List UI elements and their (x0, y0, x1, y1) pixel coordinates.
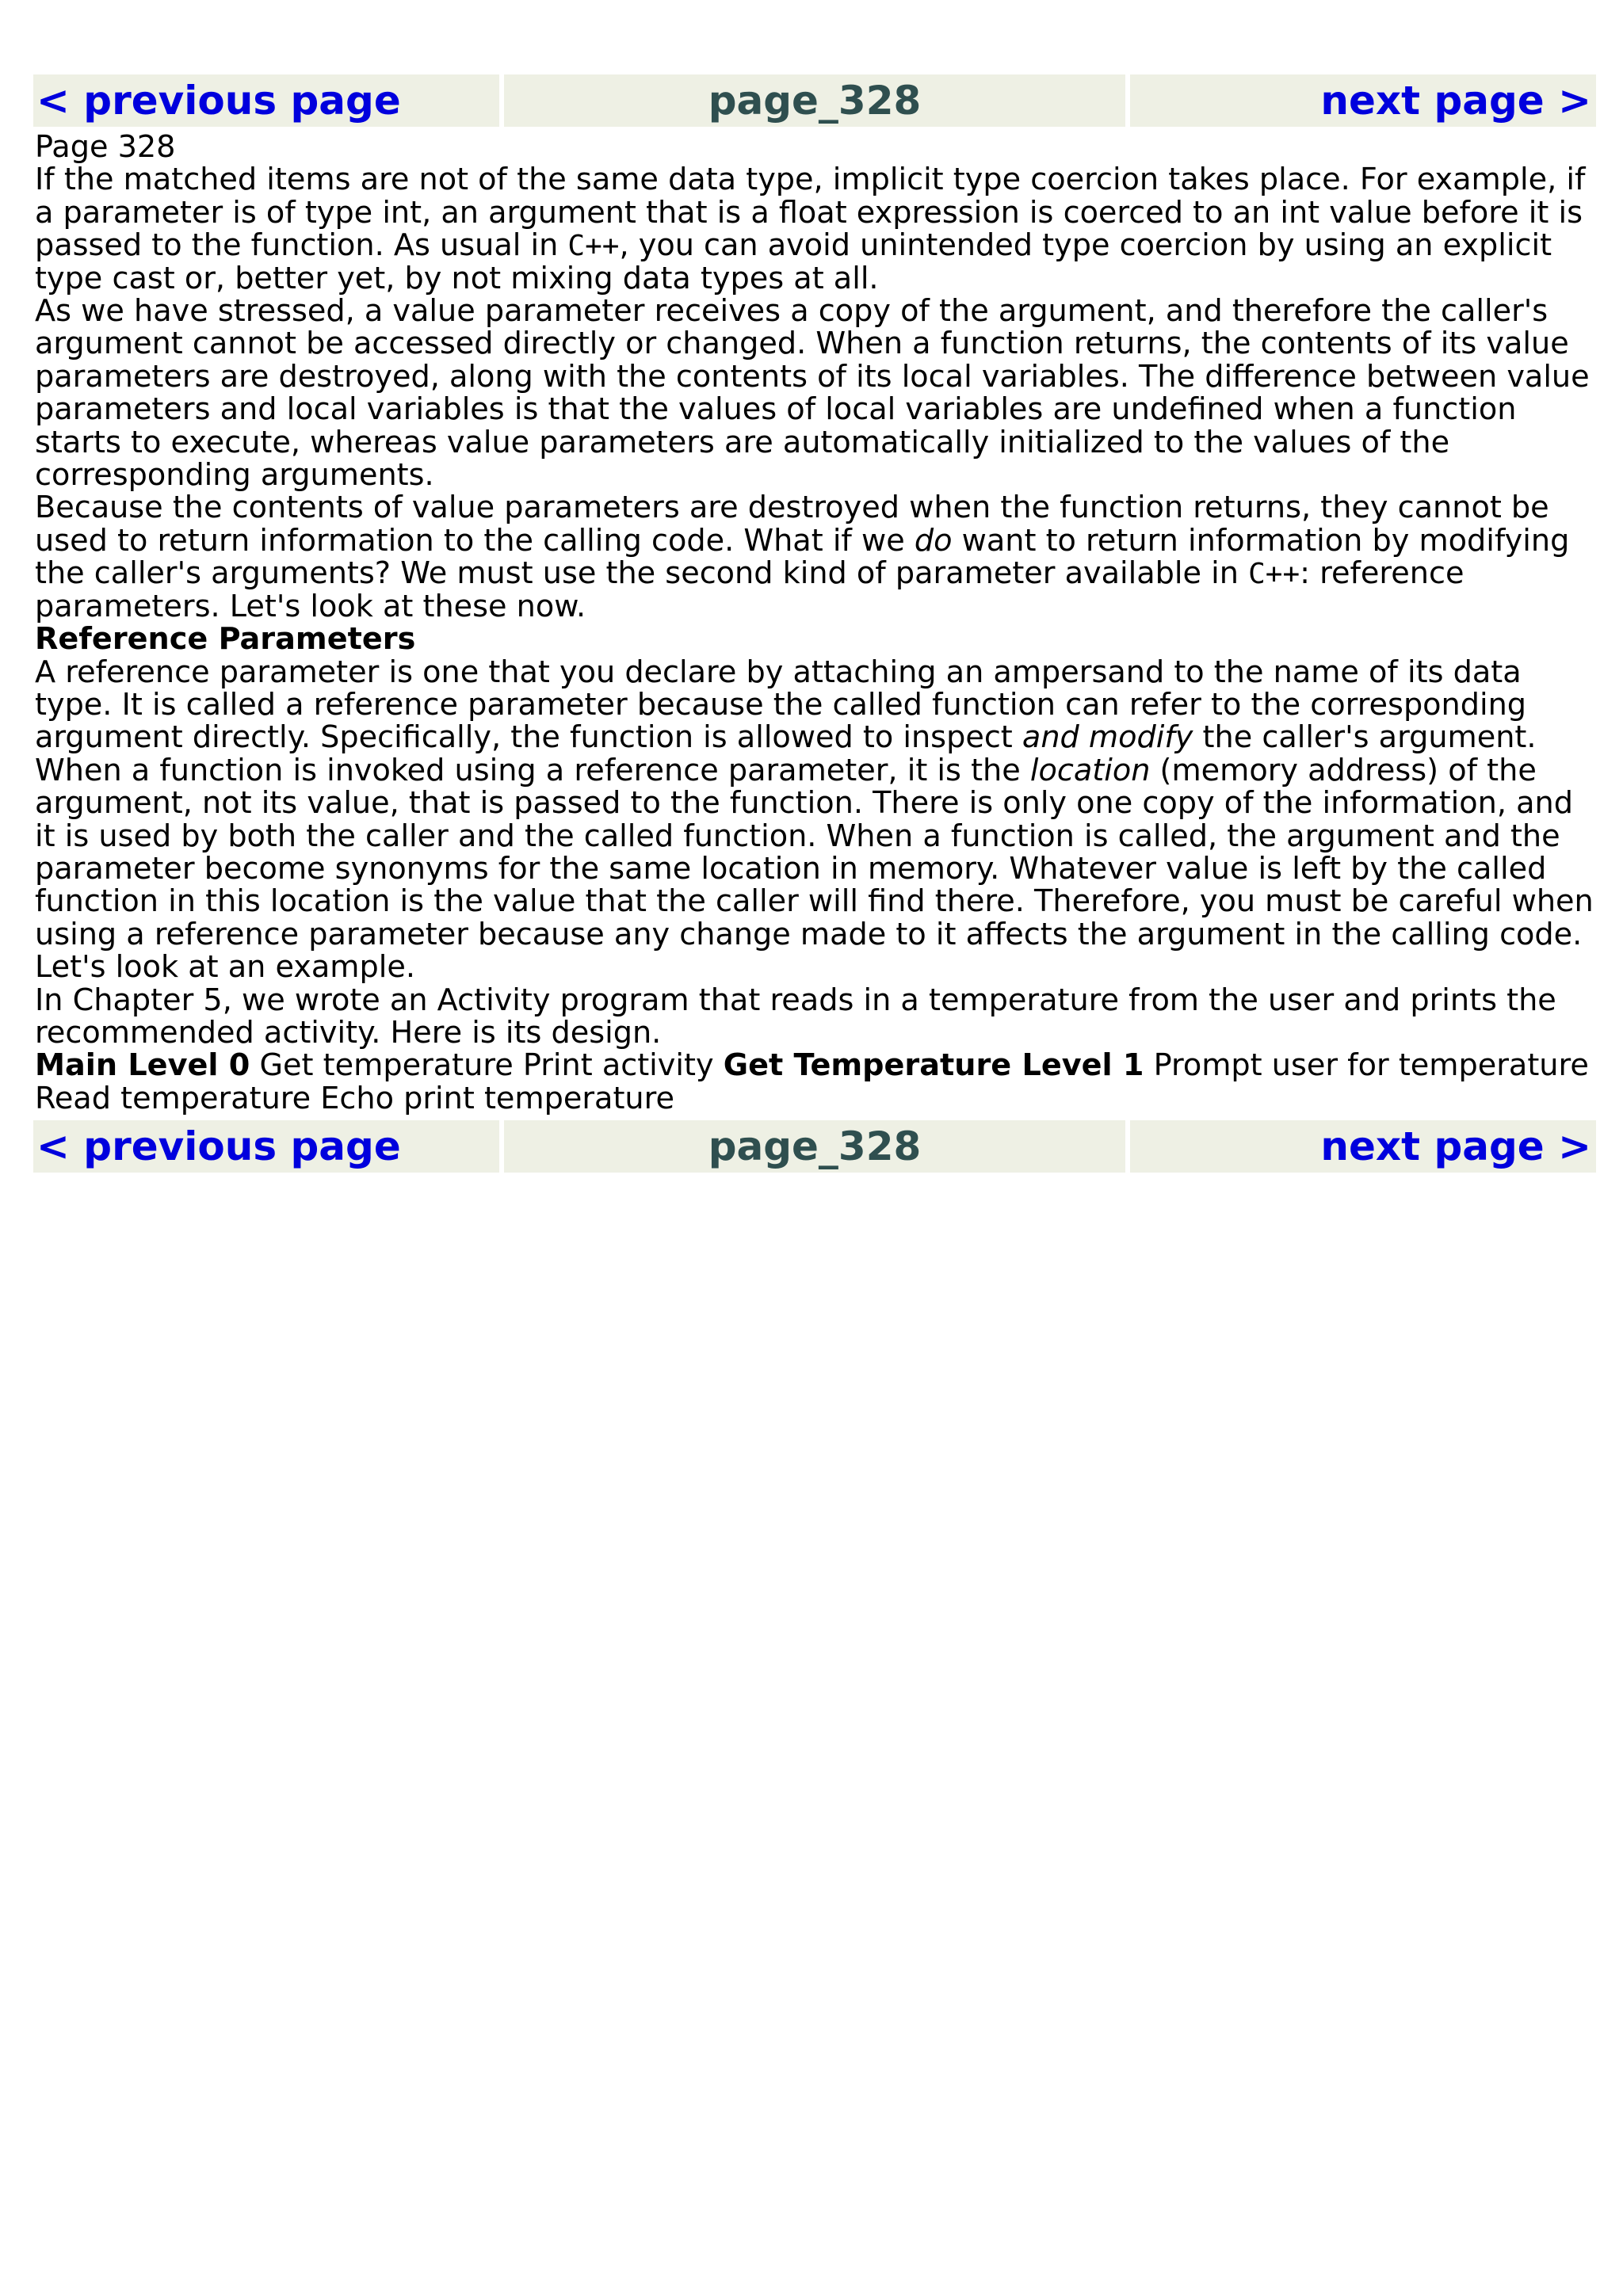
emphasis-do: do (914, 523, 953, 559)
emphasis-location: location (1029, 753, 1151, 788)
paragraph-value-parameters: As we have stressed, a value parameter receives a copy of the argument, and therefore the caller's argument cannot be accessed directly or changed. When a function returns, the contents of its value parameters are destroyed, along with the contents of its local variables. The difference between value parameters and local variables is that the values of local variables are undefined when a function starts to execute, whereas value parameters are automatically initialized to the values of the corresponding arguments. (35, 294, 1590, 494)
previous-page-link[interactable]: < previous page (33, 1120, 499, 1173)
section-heading: Reference Parameters (35, 622, 416, 658)
code-cpp: C++ (1248, 558, 1300, 591)
paragraph-reference-location: When a function is invoked using a reference parameter, it is the location (memory address) of the argument, not its value, that is passed to the function. There is only one copy of the information, and it is used by both the caller and the called function. When a function is called, the argument and the parameter become synonyms for the same location in memory. Whatever value is left by the called function in this location is the value that the caller will find there. Therefore, you must be careful when using a reference parameter because any change made to it affects the argument in the calling code. Let's look at an example. (35, 753, 1594, 986)
paragraph-design-levels: Main Level 0 Get temperature Print activity Get Temperature Level 1 Prompt user for temperature Read temperature Echo print temperature (35, 1048, 1589, 1116)
code-cpp: C++ (567, 230, 620, 263)
main-level-label: Main Level 0 (35, 1048, 250, 1084)
page-indicator: page_328 (504, 74, 1125, 127)
previous-page-link[interactable]: < previous page (33, 74, 499, 127)
page-container (33, 74, 1596, 1173)
bottom-navigation-bar (33, 1120, 1596, 1173)
page-number-label: Page 328 (35, 130, 176, 165)
paragraph-return-information: Because the contents of value parameters are destroyed when the function returns, they cannot be used to return information to the calling code. What if we do want to return information by modifying the caller's arguments? We must use the second kind of parameter available in C++: reference parameters. Let's look at these now. (35, 490, 1570, 624)
next-page-link[interactable]: next page > (1130, 74, 1596, 127)
top-navigation-bar (33, 74, 1596, 127)
paragraph-type-coercion: If the matched items are not of the same data type, implicit type coercion takes place. For example, if a parameter is of type int, an argument that is a float expression is coerced to an int value before it is passed to the function. As usual in C++, you can avoid unintended type coercion by using an explicit type cast or, better yet, by not mixing data types at all. (35, 162, 1586, 296)
emphasis-and-modify: and modify (1022, 720, 1193, 756)
next-page-link[interactable]: next page > (1130, 1120, 1596, 1173)
paragraph-reference-parameter-definition: A reference parameter is one that you declare by attaching an ampersand to the name of its data type. It is called a reference parameter because the called function can refer to the corresponding argument directly. Specifically, the function is allowed to inspect and modify the caller's argument. (35, 654, 1537, 756)
get-temperature-level-label: Get Temperature Level 1 (723, 1048, 1144, 1084)
paragraph-activity-program: In Chapter 5, we wrote an Activity program that reads in a temperature from the user and prints the recommended activity. Here is its design. (35, 982, 1556, 1051)
page-indicator: page_328 (504, 1120, 1125, 1173)
page-content (33, 127, 1596, 1120)
